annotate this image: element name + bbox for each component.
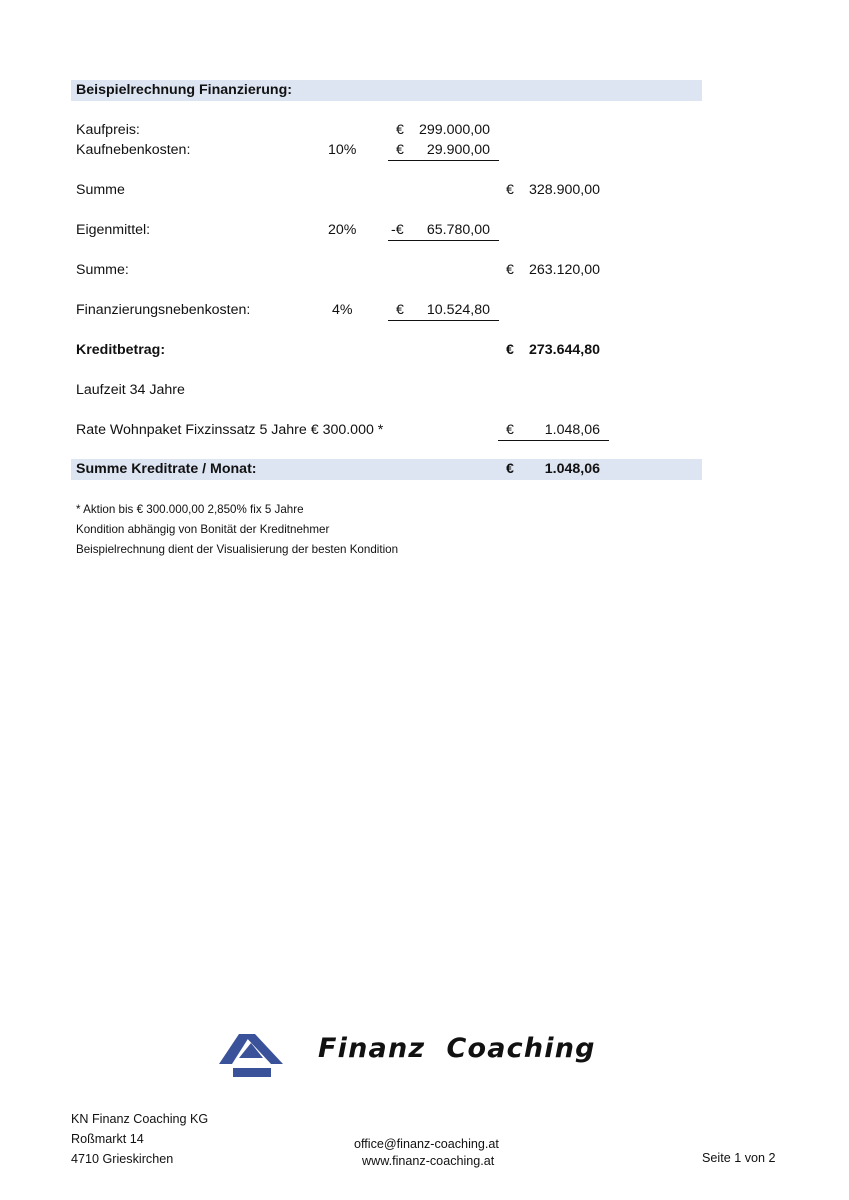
eigenmittel-percent: 20% (328, 222, 357, 238)
kreditbetrag-amount: 273.644,80 (528, 342, 600, 358)
note-aktion: * Aktion bis € 300.000,00 2,850% fix 5 Jahre (76, 503, 304, 516)
kaufpreis-currency: € (396, 122, 404, 138)
company-logo (219, 1031, 285, 1081)
rate-currency: € (506, 422, 514, 438)
finanzierungsnebenkosten-underline (388, 320, 499, 321)
kaufnebenkosten-percent: 10% (328, 142, 357, 158)
eigenmittel-underline (388, 240, 499, 241)
kaufpreis-amount: 299.000,00 (418, 122, 490, 138)
footer-city: 4710 Grieskirchen (71, 1152, 174, 1166)
triangle-logo-icon (219, 1031, 285, 1081)
footer-email[interactable]: office@finanz-coaching.at (354, 1137, 499, 1151)
finanzierungsnebenkosten-currency: € (396, 302, 404, 318)
summe-kreditrate-currency: € (506, 461, 514, 477)
summe-nach-eigenmittel-currency: € (506, 262, 514, 278)
eigenmittel-label: Eigenmittel: (76, 222, 151, 238)
note-visualisierung: Beispielrechnung dient der Visualisierung der besten Kondition (76, 543, 399, 556)
note-kondition: Kondition abhängig von Bonität der Kreditnehmer (76, 523, 330, 536)
summe-nach-eigenmittel-amount: 263.120,00 (528, 262, 600, 278)
page-number: Seite 1 von 2 (702, 1151, 776, 1165)
kaufnebenkosten-underline (388, 160, 499, 161)
rate-label: Rate Wohnpaket Fixzinssatz 5 Jahre € 300.000 * (76, 422, 384, 438)
footer-street: Roßmarkt 14 (71, 1132, 144, 1146)
kaufnebenkosten-amount: 29.900,00 (426, 142, 490, 158)
eigenmittel-currency: -€ (391, 222, 404, 238)
summe-label: Summe (76, 182, 125, 198)
summe-nach-eigenmittel-label: Summe: (76, 262, 129, 278)
finanzierungsnebenkosten-label: Finanzierungsnebenkosten: (76, 302, 251, 318)
kaufnebenkosten-label: Kaufnebenkosten: (76, 142, 191, 158)
eigenmittel-amount: 65.780,00 (426, 222, 490, 238)
summe-kreditrate-amount: 1.048,06 (544, 461, 600, 477)
page-title: Beispielrechnung Finanzierung: (76, 82, 292, 98)
kaufnebenkosten-currency: € (396, 142, 404, 158)
summe-amount: 328.900,00 (528, 182, 600, 198)
finanzierungsnebenkosten-percent: 4% (332, 302, 353, 318)
summe-kreditrate-label: Summe Kreditrate / Monat: (76, 461, 257, 477)
finanzierungsnebenkosten-amount: 10.524,80 (426, 302, 490, 318)
summe-currency: € (506, 182, 514, 198)
rate-amount: 1.048,06 (544, 422, 600, 438)
laufzeit-label: Laufzeit 34 Jahre (76, 382, 185, 398)
rate-underline (498, 440, 609, 441)
footer-website[interactable]: www.finanz-coaching.at (362, 1154, 495, 1168)
logo-text: Finanz Coaching (318, 1033, 596, 1064)
kreditbetrag-label: Kreditbetrag: (76, 342, 166, 358)
kreditbetrag-currency: € (506, 342, 514, 358)
footer-company: KN Finanz Coaching KG (71, 1112, 209, 1126)
kaufpreis-label: Kaufpreis: (76, 122, 140, 138)
